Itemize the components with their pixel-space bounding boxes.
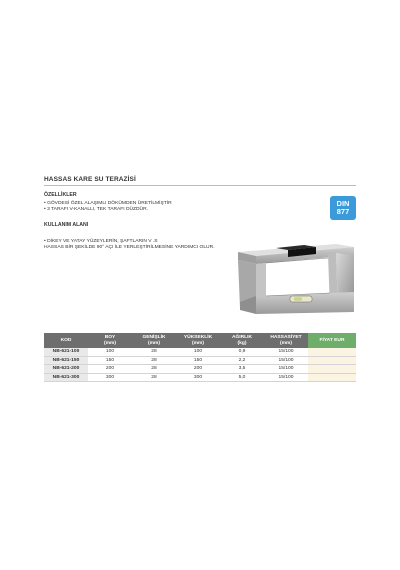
feature-item: • GÖVDESİ ÖZEL ALAŞIMLI DÖKÜMDEN ÜRETİLMİŞTİR xyxy=(44,201,172,206)
price-cell xyxy=(308,365,356,374)
column-header-precision xyxy=(264,333,308,348)
usage-line: • DİKEY VE YATAY YÜZEYLERİN, ŞAFTLARIN V .S xyxy=(44,239,158,244)
column-header-label: BOY xyxy=(104,334,116,340)
column-header-unit: (mm) xyxy=(192,340,204,346)
code-cell: NB-621-150 xyxy=(44,356,88,365)
product-title: HASSAS KARE SU TERAZİSİ xyxy=(44,176,136,183)
code-cell: NB-621-100 xyxy=(44,348,88,356)
table-cell: 28 xyxy=(132,373,176,382)
column-header-weight xyxy=(220,333,264,348)
column-header-unit: (mm) xyxy=(104,340,116,346)
table-cell: 15/100 xyxy=(264,348,308,356)
column-header-unit: (mm) xyxy=(148,340,160,346)
column-header-price xyxy=(308,333,356,348)
din-badge-number: 877 xyxy=(336,207,350,216)
square-spirit-level-icon xyxy=(236,230,356,316)
table-row xyxy=(44,373,356,382)
table-row xyxy=(44,356,356,365)
table-cell: 28 xyxy=(132,356,176,365)
table-cell: 100 xyxy=(88,348,132,356)
column-header-label: AĞIRLIK xyxy=(231,334,253,340)
table-cell: 15/100 xyxy=(264,365,308,374)
product-table xyxy=(44,333,356,382)
code-cell: NB-621-200 xyxy=(44,365,88,374)
column-header-label: YÜKSEKLİK xyxy=(183,334,213,340)
column-header-label: FİYAT EUR xyxy=(319,337,345,343)
table-cell: 150 xyxy=(176,356,220,365)
table-cell: 5,0 xyxy=(220,373,264,382)
table-cell: 2,2 xyxy=(220,356,264,365)
features-heading: ÖZELLİKLER xyxy=(44,192,77,198)
table-cell: 15/100 xyxy=(264,356,308,365)
table-cell: 15/100 xyxy=(264,373,308,382)
feature-item: • 3 TARAFI V-KANALLI, TEK TARAFI DÜZDÜR. xyxy=(44,207,148,212)
column-header-label: KOD xyxy=(60,337,72,343)
table-cell: 28 xyxy=(132,348,176,356)
price-cell xyxy=(308,348,356,356)
table-cell: 300 xyxy=(88,373,132,382)
column-header-label: HASSASİYET xyxy=(270,334,302,340)
price-cell xyxy=(308,356,356,365)
table-cell: 200 xyxy=(176,365,220,374)
column-header-label: GENİŞLİK xyxy=(142,334,166,340)
title-divider xyxy=(44,185,356,186)
column-header-unit: (kg) xyxy=(237,340,247,346)
column-header-length xyxy=(88,333,132,348)
table-header-row xyxy=(44,333,356,348)
column-header-code xyxy=(44,333,88,348)
table-row xyxy=(44,348,356,356)
table-cell: 100 xyxy=(176,348,220,356)
table-cell: 150 xyxy=(88,356,132,365)
column-header-height xyxy=(176,333,220,348)
table-cell: 28 xyxy=(132,365,176,374)
price-cell xyxy=(308,373,356,382)
usage-line: HASSAS BİR ŞEKİLDE 90° AÇI İLE YERLEŞTİRİLMESİNE YARDIMCI OLUR. xyxy=(44,245,215,250)
table-cell: 200 xyxy=(88,365,132,374)
column-header-width xyxy=(132,333,176,348)
table-cell: 300 xyxy=(176,373,220,382)
din-badge xyxy=(330,196,356,220)
din-badge-line: DIN xyxy=(336,198,350,208)
usage-heading: KULLANIM ALANI xyxy=(44,222,89,228)
column-header-unit: (mm) xyxy=(280,340,292,346)
table-row xyxy=(44,365,356,374)
table-cell: 3,5 xyxy=(220,365,264,374)
code-cell: NB-621-300 xyxy=(44,373,88,382)
table-cell: 0,9 xyxy=(220,348,264,356)
